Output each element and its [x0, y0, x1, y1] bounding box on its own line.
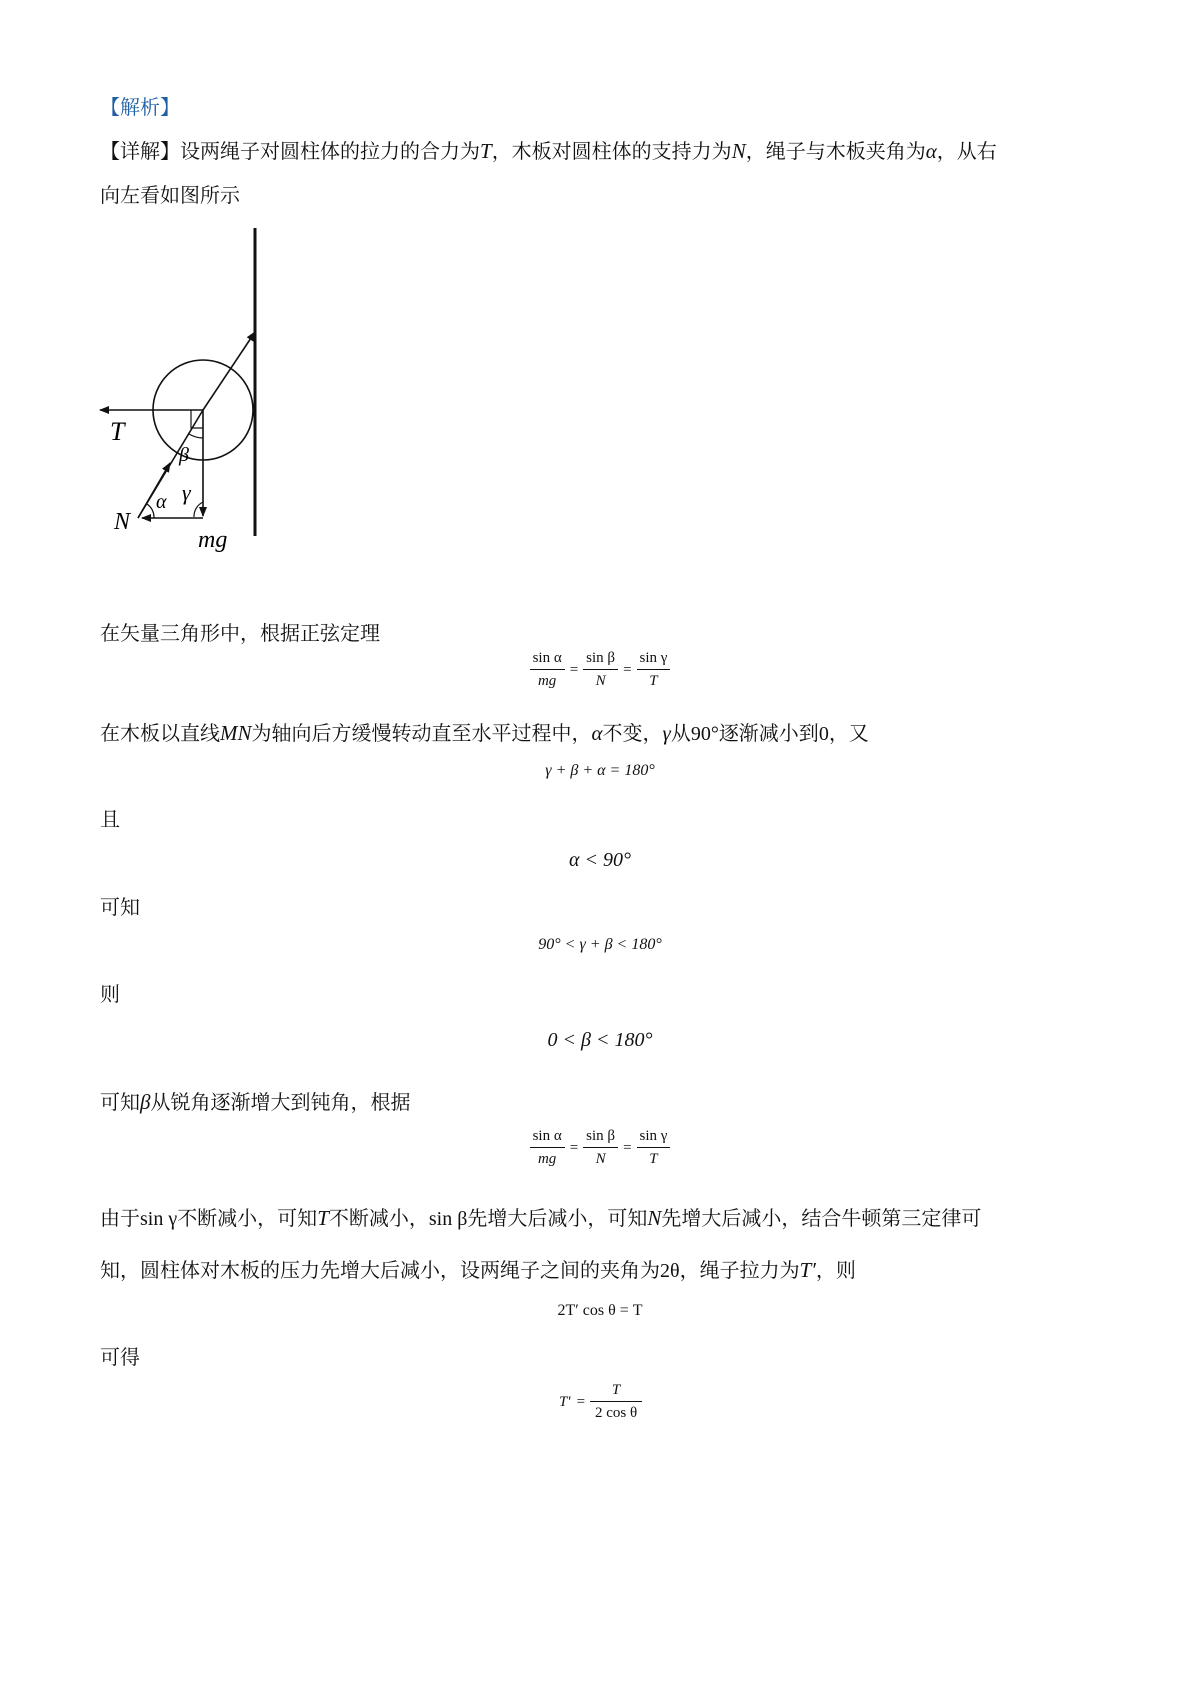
p-get: 可得: [100, 1345, 140, 1369]
p-and: 且: [100, 807, 120, 831]
detail-tag: 【详解】: [100, 139, 180, 163]
detail-line-2: 向左看如图所示: [100, 183, 240, 207]
p-beta: 可知β从锐角逐渐增大到钝角，根据: [100, 1090, 411, 1114]
eq-sine-law-1: $\frac{\text{sin α}}{mg}$ = $\frac{\text{sin β}}{N}$ = $\frac{\text{sin γ}}{T}$: [0, 650, 1200, 690]
p-sine-law: 在矢量三角形中，根据正弦定理: [100, 621, 380, 645]
label-alpha: α: [156, 491, 167, 513]
label-N: N: [114, 509, 131, 535]
var-alpha: α: [925, 139, 937, 163]
force-diagram: [90, 220, 290, 565]
eq-result: T′ = $\frac{T}{\text{2 cos θ}}$: [0, 1382, 1200, 1422]
label-T: T: [110, 417, 125, 446]
var-N: N: [731, 139, 746, 163]
p-then: 则: [100, 982, 120, 1006]
eq-range-2: 0 < β < 180°: [547, 1029, 653, 1051]
p-since-line-1: 由于sin γ不断减小，可知T不断减小，sin β先增大后减小，可知N先增大后减小，结合牛顿第三定律可: [100, 1206, 982, 1230]
p-rotation: 在木板以直线MN为轴向后方缓慢转动直至水平过程中，α不变，γ从90°逐渐减小到0，又: [100, 721, 869, 745]
label-mg: mg: [198, 527, 228, 553]
eq-angle-sum: γ + β + α = 180°: [545, 762, 655, 779]
rope-arrow: [203, 332, 255, 410]
label-gamma: γ: [182, 480, 191, 505]
alpha-arc: [147, 504, 154, 518]
eq-range-1: 90° < γ + β < 180°: [538, 936, 662, 953]
detail-line-1: 【详解】设两绳子对圆柱体的拉力的合力为T，木板对圆柱体的支持力为N，绳子与木板夹角为α，从右: [100, 139, 997, 163]
var-T: T: [480, 139, 492, 163]
eq-sine-law-2: $\frac{\text{sin α}}{mg}$ = $\frac{\text{sin β}}{N}$ = $\frac{\text{sin γ}}{T}$: [0, 1128, 1200, 1168]
eq-alpha-bound: α < 90°: [569, 849, 631, 871]
label-beta: β: [179, 444, 189, 466]
eq-rope-tension: 2T′ cos θ = T: [557, 1302, 643, 1319]
p-know-1: 可知: [100, 895, 140, 919]
beta-arc: [189, 434, 203, 438]
section-title: 【解析】: [100, 95, 180, 119]
p-since-line-2: 知，圆柱体对木板的压力先增大后减小，设两绳子之间的夹角为2θ，绳子拉力为T′，则: [100, 1258, 856, 1282]
gamma-arc: [194, 502, 203, 517]
